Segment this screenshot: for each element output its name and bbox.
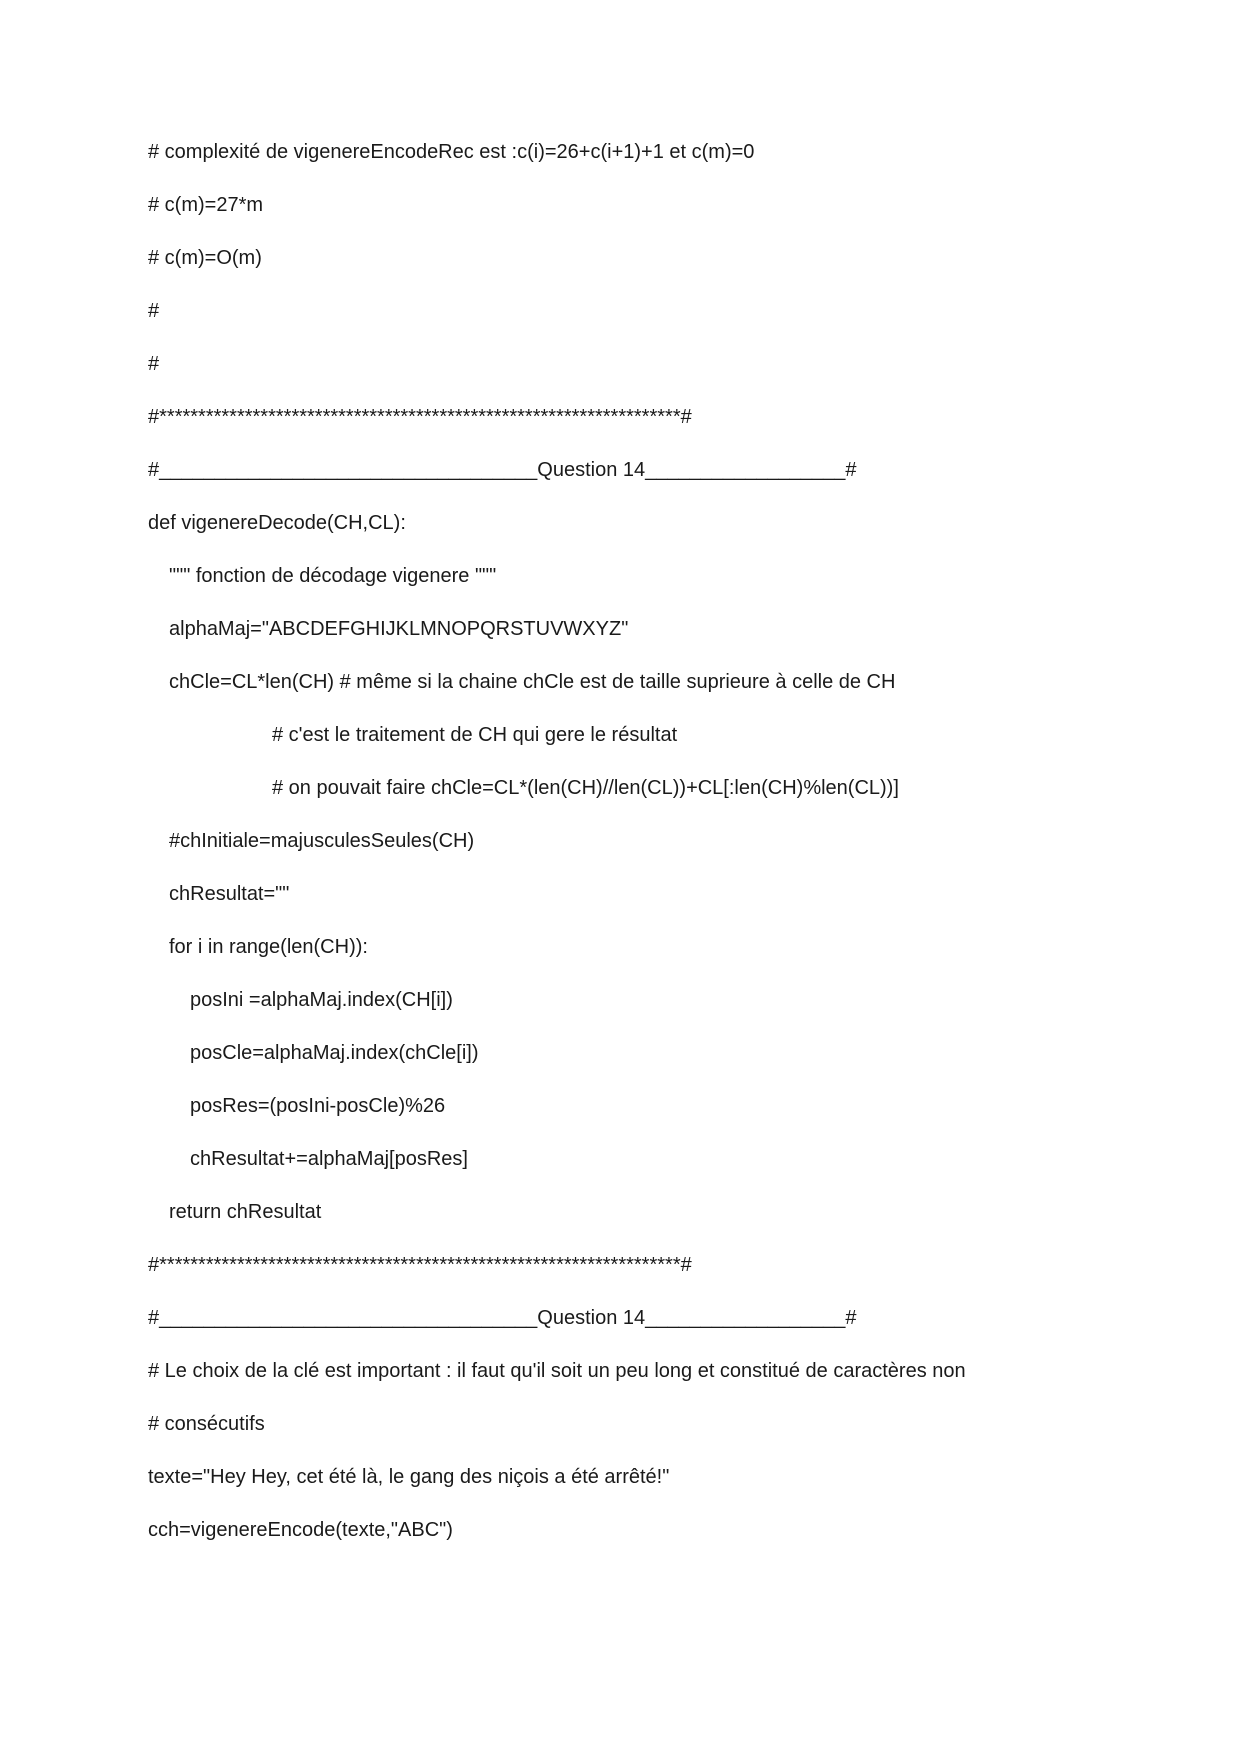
code-line: cch=vigenereEncode(texte,"ABC") [148, 1519, 453, 1541]
code-line: # complexité de vigenereEncodeRec est :c(i)=26+c(i+1)+1 et c(m)=0 [148, 141, 755, 163]
code-listing [148, 140, 1208, 1571]
code-line: """ fonction de décodage vigenere """ [169, 565, 497, 587]
code-line: # [148, 300, 160, 322]
code-line: chResultat="" [169, 883, 290, 905]
separator-line: #*******************************************************************# [148, 1254, 692, 1276]
code-line: # [148, 353, 160, 375]
code-line: # on pouvait faire chCle=CL*(len(CH)//len(CL))+CL[:len(CH)%len(CL))] [272, 777, 899, 799]
code-line: return chResultat [169, 1201, 322, 1223]
code-line: chCle=CL*len(CH) # même si la chaine chCle est de taille suprieure à celle de CH [169, 671, 896, 693]
code-line: # c'est le traitement de CH qui gere le résultat [272, 724, 678, 746]
code-line: chResultat+=alphaMaj[posRes] [190, 1148, 468, 1170]
code-line: posCle=alphaMaj.index(chCle[i]) [190, 1042, 479, 1064]
separator-line: #*******************************************************************# [148, 406, 692, 428]
comment-line: # Le choix de la clé est important : il faut qu'il soit un peu long et constitué de caractères non [148, 1360, 966, 1382]
comment-line: # consécutifs [148, 1413, 265, 1435]
question-header: #__________________________________Question 14__________________# [148, 1307, 857, 1329]
code-line: posRes=(posIni-posCle)%26 [190, 1095, 446, 1117]
code-line: # c(m)=O(m) [148, 247, 262, 269]
code-line: #chInitiale=majusculesSeules(CH) [169, 830, 475, 852]
code-line: for i in range(len(CH)): [169, 936, 368, 958]
code-line: # c(m)=27*m [148, 194, 264, 216]
code-line: posIni =alphaMaj.index(CH[i]) [190, 989, 453, 1011]
code-line: def vigenereDecode(CH,CL): [148, 512, 406, 534]
code-line: texte="Hey Hey, cet été là, le gang des niçois a été arrêté!" [148, 1466, 670, 1488]
question-header: #__________________________________Question 14__________________# [148, 459, 857, 481]
code-line: alphaMaj="ABCDEFGHIJKLMNOPQRSTUVWXYZ" [169, 618, 629, 640]
